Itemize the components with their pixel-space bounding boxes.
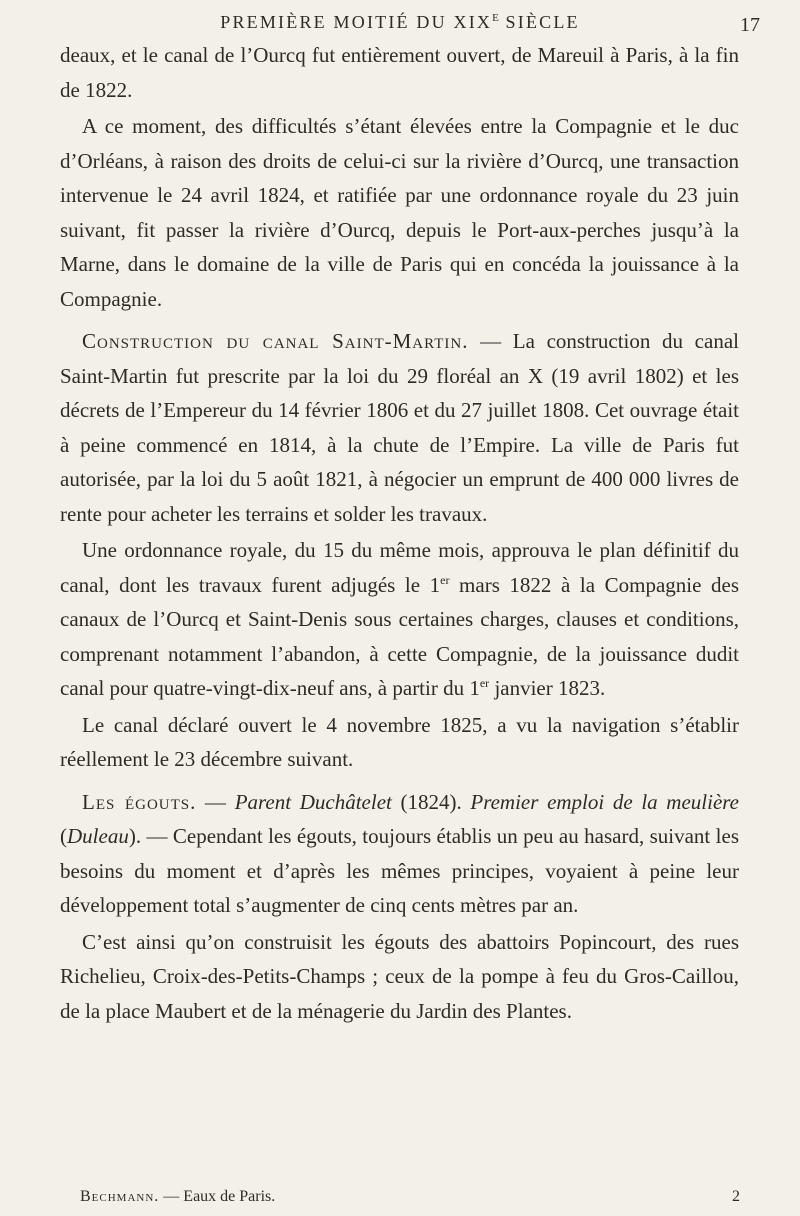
section-heading-saint-martin: Construction du canal Saint-Martin. (82, 329, 469, 353)
paren-open: ( (60, 824, 67, 848)
footer-work: — Eaux de Paris. (159, 1188, 276, 1205)
running-title-end: SIÈCLE (498, 12, 580, 32)
page-footer (80, 1188, 740, 1206)
ordinal-superscript-1: er (440, 572, 450, 587)
heading-year: (1824). (391, 789, 471, 814)
paragraph-navigation: Le canal déclaré ouvert le 4 novembre 1825, a vu la navigation s’établir réellement le 23 décembre suivant. (60, 712, 739, 771)
italic-duleau: Duleau (67, 824, 129, 848)
italic-parent-duchatelet: Parent Duchâtelet (234, 789, 392, 814)
footer-author: Bechmann. (80, 1188, 160, 1205)
running-title-superscript: E (492, 12, 499, 24)
body-text (60, 38, 739, 1030)
paragraph-1: deaux, et le canal de l’Ourcq fut entièrement ouvert, de Mareuil à Paris, à la fin de 1822. (60, 43, 739, 102)
paragraph-popincourt: C’est ainsi qu’on construisit les égouts des abattoirs Popincourt, des rues Richelieu, Croix-des-Petits-Champs ; ceux de la pompe à feu du Gros-Caillou, de la place Maubert et de la ménagerie du Jardin des Plantes. (60, 929, 739, 1023)
paragraph-saint-martin (60, 324, 739, 531)
paragraph-ordonnance (60, 533, 739, 706)
paragraph-ordonnance-part-c: janvier 1823. (489, 676, 606, 700)
paragraph-egouts-text: ). — Cependant les égouts, toujours établis un peu au hasard, suivant les besoins du moment et d’après les mêmes principes, voyaient à peine leur développement total s’augmenter de cinq cents mètres par an. (60, 824, 739, 917)
paragraph-egouts (60, 785, 739, 923)
running-head (40, 12, 760, 34)
section-heading-egouts: Les égouts. (82, 789, 197, 814)
running-title (40, 12, 760, 33)
page-number: 17 (740, 14, 760, 36)
running-title-main: PREMIÈRE MOITIÉ DU XIX (220, 12, 493, 32)
paragraph-ordonnance-part-b: mars 1822 à la Compagnie des canaux de l’Ourcq et Saint-Denis sous certaines charges, clauses et conditions, comprenant notamment l’abandon, à cette Compagnie, de la jouissance dudit canal pour quatre-vingt-dix-neuf ans, à partir du 1 (60, 572, 740, 700)
paragraph-ordonnance-part-a: Une ordonnance royale, du 15 du même mois, approuva le plan définitif du canal, dont les travaux furent adjugés le 1 (60, 538, 739, 597)
signature-mark: 2 (732, 1188, 740, 1205)
italic-premier-emploi: Premier emploi de la meulière (470, 789, 740, 814)
paragraph-saint-martin-text: — La construction du canal Saint-Martin fut prescrite par la loi du 29 floréal an X (19 avril 1802) et les décrets de l’Empereur du 14 février 1806 et du 27 juillet 1808. Cet ouvrage était à peine commencé en 1814, à la chute de l’Empire. La ville de Paris fut autorisée, par la loi du 5 août 1821, à négocier un emprunt de 400 000 livres de rente pour acheter les terrains et solder les travaux. (60, 329, 739, 526)
heading-dash: — (196, 789, 235, 814)
ordinal-superscript-2: er (479, 676, 490, 690)
paragraph-2: A ce moment, des difficultés s’étant élevées entre la Compagnie et le duc d’Orléans, à raison des droits de celui-ci sur la rivière d’Ourcq, une transaction intervenue le 24 avril 1824, et ratifiée par une ordonnance royale du 23 juin suivant, fit passer la rivière d’Ourcq, depuis le Port-aux-perches jusqu’à la Marne, dans le domaine de la ville de Paris qui en concéda la jouissance à la Compagnie. (60, 114, 739, 311)
